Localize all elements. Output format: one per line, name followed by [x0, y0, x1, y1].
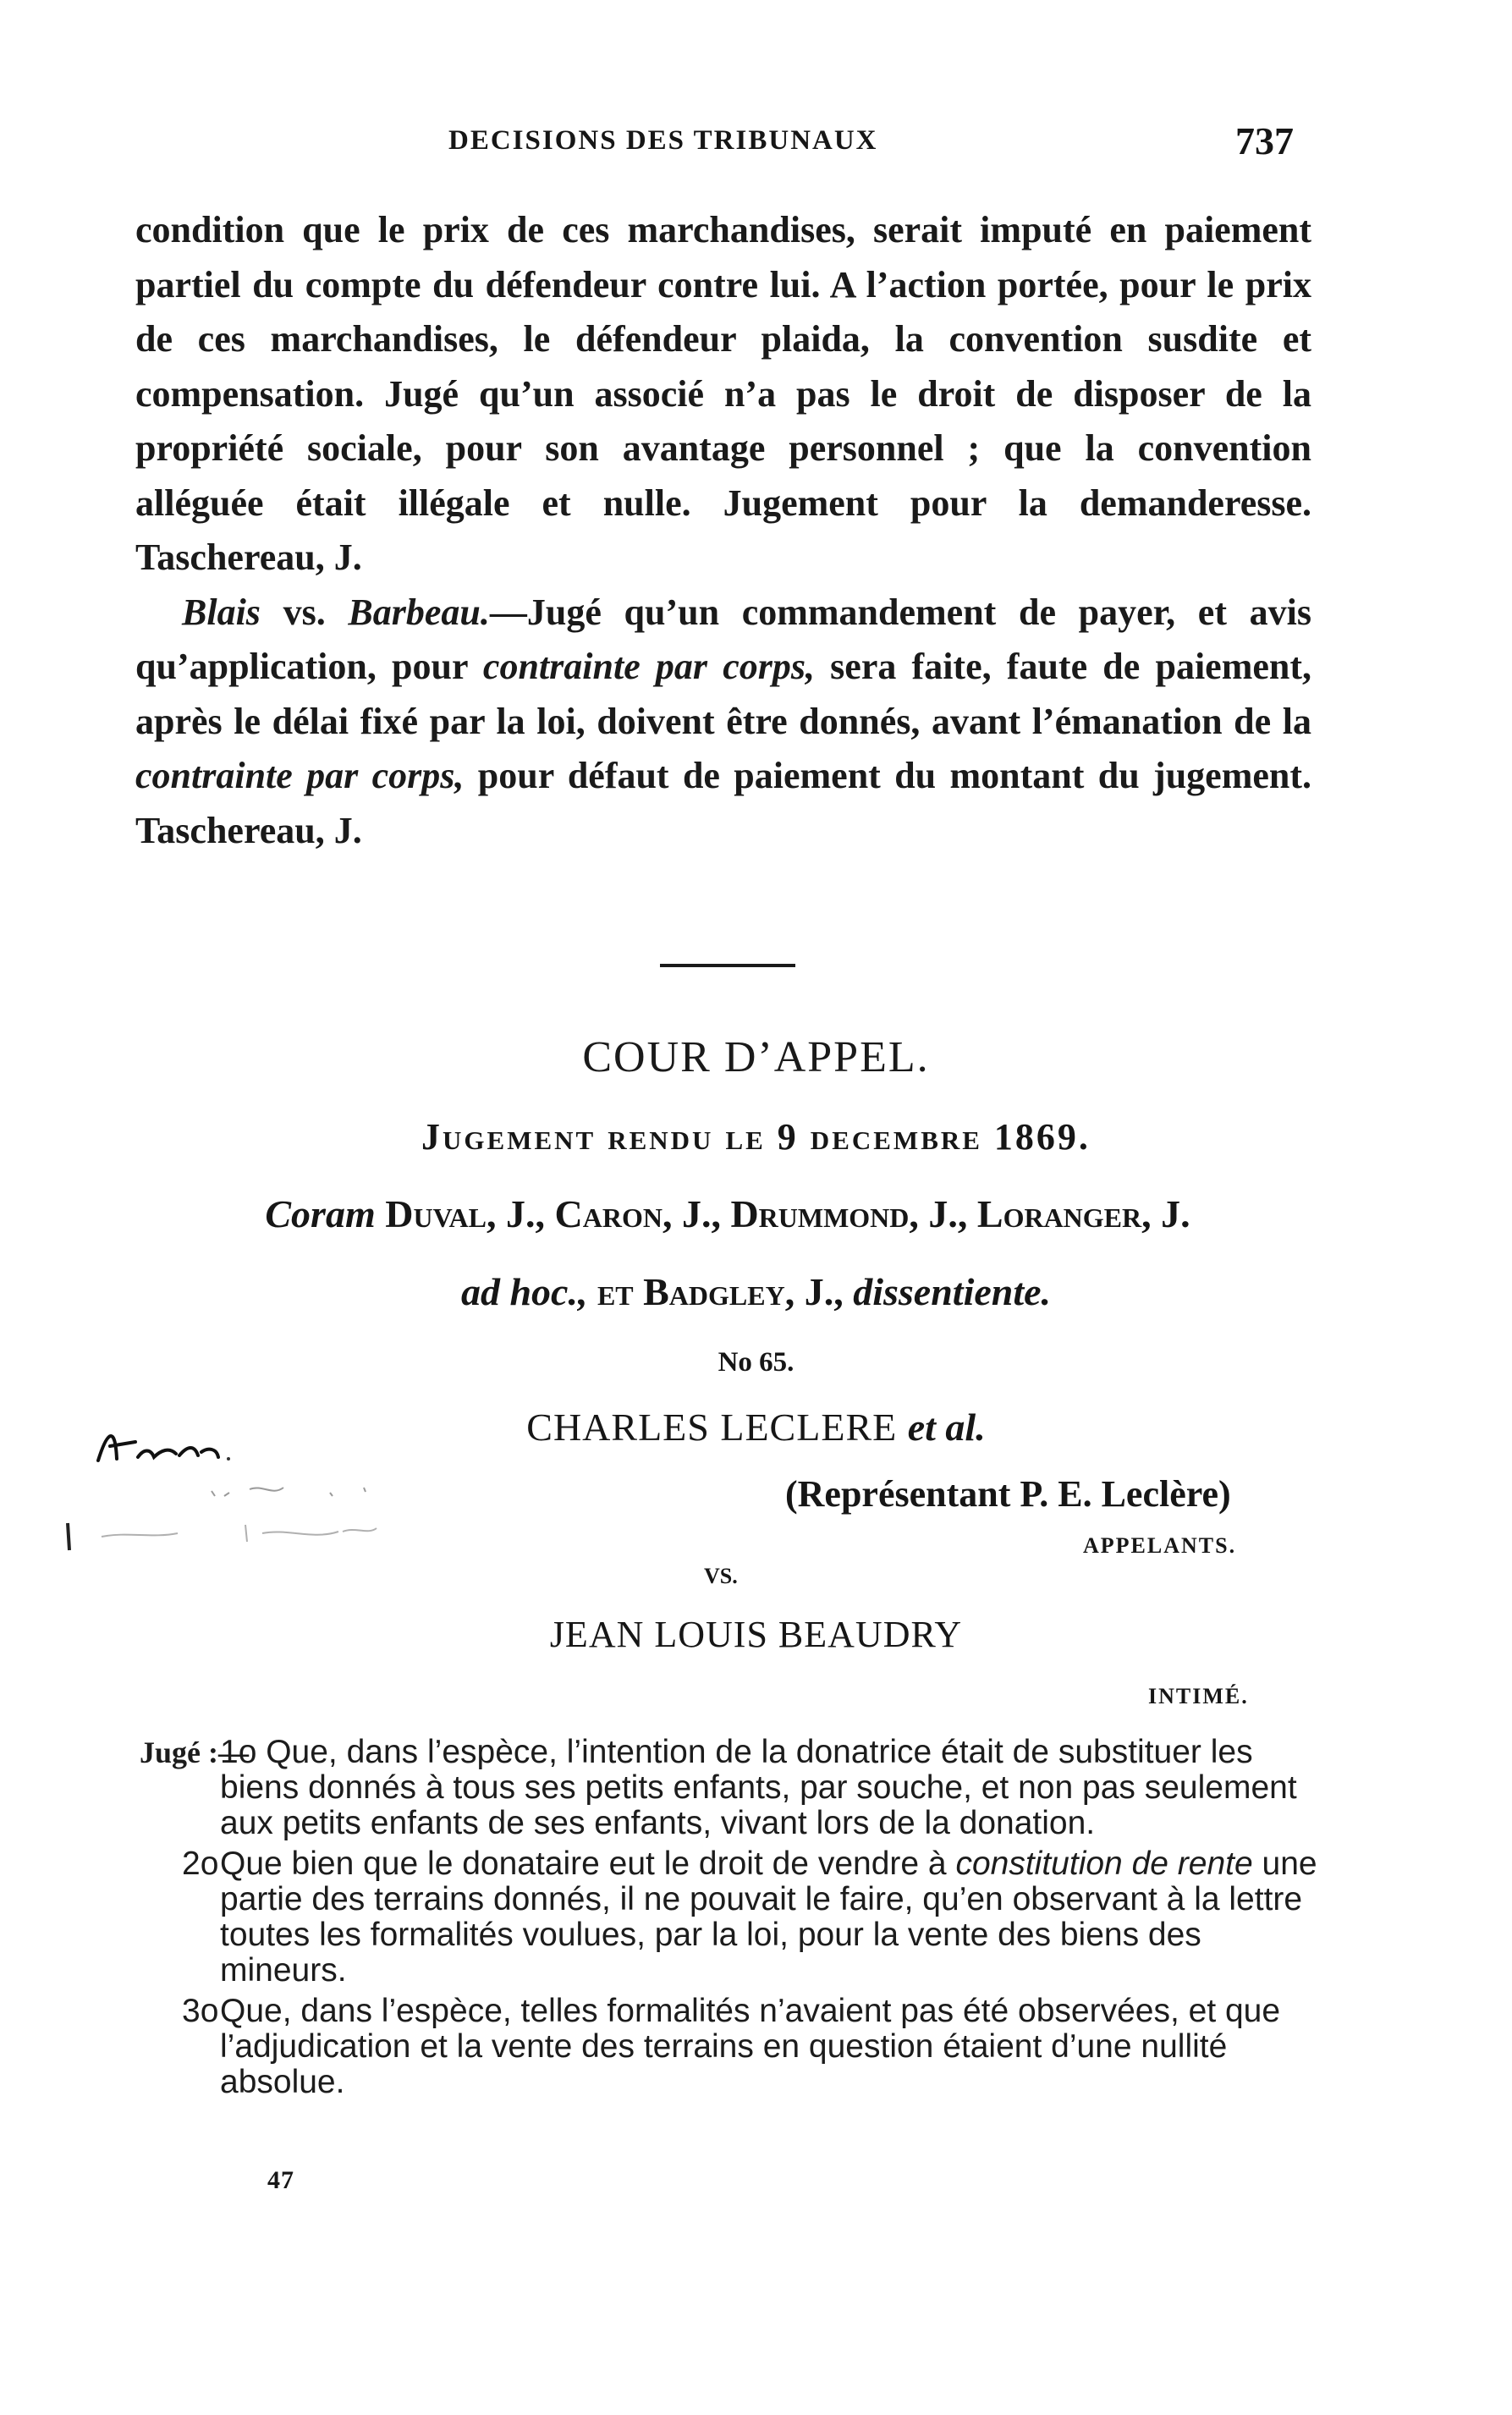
coram-line: [135, 1191, 1320, 1236]
preceding-case-text: [135, 203, 1311, 858]
dissent-note: dissentiente.: [853, 1270, 1052, 1313]
printer-signature: 47: [267, 2166, 294, 2194]
term-contrainte-1: contrainte par corps,: [482, 646, 815, 687]
holding-1: [140, 1735, 1320, 1841]
case-text-a: —Jugé qu’un commandement de payer, et avis qu’application, pour: [135, 591, 1311, 687]
judges-list-1: Duval, J., Caron, J., Drummond, J., Loranger, J.: [375, 1192, 1190, 1235]
party-barbeau: Barbeau.: [348, 591, 490, 633]
holding-1-text: 1o Que, dans l’espèce, l’intention de la donatrice était de substituer les biens donnés à tous ses petits enfants, par souche, et non pas seulement aux petits enfants de ses enfants, vivant lors de la donation.: [220, 1734, 1297, 1841]
appellant-text: CHARLES LECLERE: [526, 1406, 908, 1449]
versus: VS.: [704, 1564, 738, 1588]
section-divider: [660, 964, 795, 967]
et-word: et: [587, 1270, 644, 1313]
holding-2-number: 2o: [182, 1846, 219, 1882]
respondent-name: JEAN LOUIS BEAUDRY: [549, 1614, 963, 1655]
vs-word: vs.: [260, 591, 349, 633]
case-text-b: sera faite, faute de paiement, après le délai fixé par la loi, doivent être donnés, avant l’émanation de la: [135, 646, 1312, 742]
paragraph-compensation: condition que le prix de ces marchandises, serait imputé en paiement partiel du compte du défendeur contre lui. A l’action portée, pour le prix de ces marchandises, le défendeur plaida, la convention susdite et compensation. Jugé qu’un associé n’a pas le droit de disposer de la propriété sociale, pour son avantage personnel ; que la convention alléguée était illégale et nulle. Jugement pour la demanderesse. Taschereau, J.: [135, 209, 1311, 578]
appellants-label: APPELANTS.: [1083, 1533, 1237, 1558]
judges-list-2: Badgley, J.,: [643, 1270, 854, 1313]
party-blais: Blais: [182, 591, 261, 633]
holding-3-number: 3o: [182, 1993, 219, 2029]
case-text-c: pour défaut de paiement du montant du jugement. Taschereau, J.: [135, 755, 1312, 851]
et-al: et al.: [907, 1406, 986, 1449]
ad-hoc: ad hoc.,: [460, 1270, 588, 1313]
juge-lead: Jugé :—: [140, 1736, 249, 1769]
coram-line-2: [0, 1269, 1512, 1314]
paragraph-blais-vs-barbeau: [135, 586, 1311, 859]
holding-3: [140, 1994, 1320, 2100]
page-number: 737: [1235, 119, 1294, 162]
holding-2-text-b: une partie des terrains donnés, il ne pouvait le faire, qu’en observant à la lettre toutes les formalités voulues, par la loi, pour la vente des biens des mineurs.: [220, 1846, 1317, 1989]
headnote-holdings: [140, 1735, 1320, 2105]
judgment-date: Jugement rendu le 9 decembre 1869.: [421, 1116, 1091, 1158]
appellant-name: [0, 1405, 1512, 1450]
running-title: DECISIONS DES TRIBUNAUX: [448, 125, 878, 156]
term-contrainte-2: contrainte par corps,: [135, 755, 465, 796]
term-constitution-de-rente: constitution de rente: [955, 1846, 1253, 1882]
holding-2-text-a: Que bien que le donataire eut le droit de vendre à: [220, 1846, 956, 1882]
holding-2: [140, 1846, 1320, 1989]
respondent-label: INTIMÉ.: [1148, 1684, 1249, 1708]
faint-pencil-annotation: [51, 1472, 525, 1565]
representative-note: (Représentant P. E. Leclère): [785, 1473, 1231, 1515]
coram-word: Coram: [265, 1192, 376, 1235]
court-title: COUR D’APPEL.: [582, 1033, 930, 1081]
holding-3-text: Que, dans l’espèce, telles formalités n’avaient pas été observées, et que l’adjudication et la vente des terrains en question étaient d’une nullité absolue.: [220, 1993, 1281, 2100]
case-number: No 65.: [718, 1347, 794, 1378]
